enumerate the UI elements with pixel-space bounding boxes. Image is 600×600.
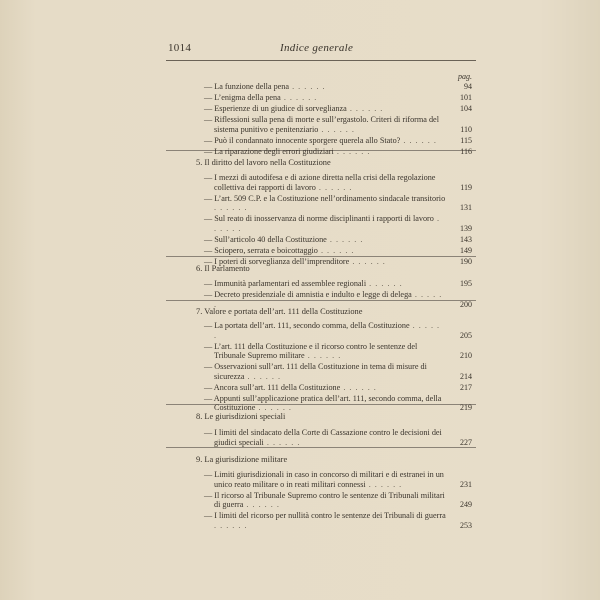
toc-entry bbox=[204, 104, 472, 114]
leader-dots: . . . . . . bbox=[263, 437, 301, 447]
entry-title: — Osservazioni sull’art. 111 della Costituzione in tema di misure di sicurezza . . . . . . bbox=[204, 362, 427, 381]
toc-entry bbox=[204, 214, 472, 233]
leader-dots: . . . . . . bbox=[366, 279, 403, 288]
entry-page-number: 200 bbox=[460, 299, 472, 309]
leader-dots: . . . . . . bbox=[214, 520, 248, 530]
leader-dots: . . . . . . bbox=[400, 135, 437, 145]
entry-title: — Può il condannato innocente sporgere querela allo Stato? . . . . . . bbox=[204, 135, 437, 145]
entry-title: — Sul reato di inosservanza di norme disciplinanti i rapporti di lavoro . . . . . . bbox=[204, 214, 440, 233]
entry-page-number: 214 bbox=[460, 371, 472, 381]
leader-dots: . . . . . . bbox=[304, 351, 342, 361]
entry-page-number: 195 bbox=[460, 279, 472, 288]
leader-dots: . . . . . . bbox=[346, 104, 384, 114]
entry-page-number: 210 bbox=[460, 351, 472, 361]
leader-dots: . . . . . . bbox=[326, 234, 364, 244]
entry-page-number: 231 bbox=[460, 479, 472, 489]
entry-title: — Riflessioni sulla pena di morte e sull’ergastolo. Criteri di riforma del sistema punitivo e penitenziario . . . . . . bbox=[204, 115, 439, 134]
toc-entry bbox=[204, 246, 472, 256]
entry-page-number: 205 bbox=[460, 330, 472, 340]
toc-entry bbox=[204, 82, 472, 92]
toc-entry bbox=[204, 491, 472, 510]
entry-title: — Esperienze di un giudice di sorveglianza . . . . . . bbox=[204, 104, 384, 114]
pag-column-label: pag. bbox=[458, 72, 472, 81]
leader-dots: . . . . . . bbox=[340, 382, 377, 392]
toc-entry bbox=[204, 321, 472, 340]
entry-title: — I limiti del sindacato della Corte di Cassazione contro le decisioni dei giudici speciali . . . . . . bbox=[204, 428, 442, 447]
entry-title: — I mezzi di autodifesa e di azione diretta nella crisi della regolazione collettiva dei rapporti di lavoro . . . . . . bbox=[204, 173, 436, 192]
leader-dots: . . . . . . bbox=[214, 321, 441, 340]
leader-dots: . . . . . . bbox=[244, 371, 282, 381]
toc-entry bbox=[204, 93, 472, 103]
section-title: 5. Il diritto del lavoro nella Costituzione bbox=[196, 158, 331, 167]
entry-title: — Decreto presidenziale di amnistia e indulto e legge di delega . . . . . . bbox=[204, 290, 443, 309]
entry-page-number: 219 bbox=[460, 403, 472, 413]
entry-page-number: 227 bbox=[460, 437, 472, 447]
entry-page-number: 143 bbox=[460, 234, 472, 244]
running-title: Indice generale bbox=[280, 42, 354, 54]
entry-page-number: 253 bbox=[460, 520, 472, 530]
leader-dots: . . . . . . bbox=[243, 500, 280, 510]
toc-entry bbox=[204, 136, 472, 146]
entry-page-number: 119 bbox=[460, 182, 472, 192]
toc-entry bbox=[204, 235, 472, 245]
section-separator bbox=[166, 447, 476, 448]
leader-dots: . . . . . . bbox=[365, 479, 403, 489]
entry-page-number: 249 bbox=[460, 500, 472, 510]
toc-entry bbox=[204, 428, 472, 447]
entry-page-number: 217 bbox=[460, 382, 472, 392]
entry-page-number: 149 bbox=[460, 245, 472, 255]
entry-title: — I poteri di sorveglianza dell’imprenditore . . . . . . bbox=[204, 257, 386, 266]
entry-title: — Il ricorso al Tribunale Supremo contro le sentenze di Tribunali militari di guerra . . . . . . bbox=[204, 490, 445, 510]
toc-entry bbox=[204, 173, 472, 192]
leader-dots: . . . . . . bbox=[318, 124, 355, 134]
section-title: 6. Il Parlamento bbox=[196, 264, 250, 273]
entry-title: — Ancora sull’art. 111 della Costituzione . . . . . . bbox=[204, 382, 377, 392]
section-title: 9. La giurisdizione militare bbox=[196, 455, 288, 464]
section-title: 7. Valore e portata dell’art. 111 della Costituzione bbox=[196, 307, 363, 316]
entry-title: — Sciopero, serrata e boicottaggio . . . . . . bbox=[204, 245, 355, 255]
entry-title: — L’art. 509 C.P. e la Costituzione nell’ordinamento sindacale transitorio . . . . . . bbox=[204, 193, 446, 213]
leader-dots: . . . . . . bbox=[214, 203, 248, 213]
leader-dots: . . . . . . bbox=[317, 245, 355, 255]
leader-dots: . . . . . . bbox=[255, 403, 292, 413]
leader-dots: . . . . . . bbox=[349, 257, 386, 266]
entry-page-number: 131 bbox=[460, 203, 472, 213]
leader-dots: . . . . . . bbox=[289, 82, 326, 91]
toc-entry bbox=[204, 511, 472, 530]
leader-dots: . . . . . . bbox=[280, 93, 318, 103]
toc-entry bbox=[204, 115, 472, 134]
toc-entry bbox=[204, 279, 472, 289]
entry-page-number: 115 bbox=[460, 135, 472, 145]
toc-entry bbox=[204, 342, 472, 361]
entry-title: — L’art. 111 della Costituzione e il ricorso contro le sentenze del Tribunale Supremo militare . . . . . . bbox=[204, 341, 418, 361]
entry-title: — I limiti del ricorso per nullità contro le sentenze dei Tribunali di guerra . . . . . . bbox=[204, 511, 446, 530]
toc-entry bbox=[204, 147, 472, 157]
entry-page-number: 94 bbox=[464, 82, 472, 91]
entry-page-number: 110 bbox=[460, 124, 472, 134]
leader-dots: . . . . . . bbox=[214, 214, 440, 233]
leader-dots: . . . . . . bbox=[333, 147, 371, 156]
entry-page-number: 139 bbox=[460, 223, 472, 233]
toc-entry bbox=[204, 394, 472, 413]
entry-title: — La portata dell’art. 111, secondo comma, della Costituzione . . . . . . bbox=[204, 321, 441, 340]
toc-entry bbox=[204, 383, 472, 393]
entry-title: — Sull’articolo 40 della Costituzione . . . . . . bbox=[204, 234, 364, 244]
toc-entry bbox=[204, 470, 472, 489]
toc-entry bbox=[204, 194, 472, 213]
entry-title: — Limiti giurisdizionali in caso in concorso di militari e di estranei in un unico reato militare o in reati militari connessi . . . . . . bbox=[204, 470, 444, 489]
entry-title: — Immunità parlamentari ed assemblee regionali . . . . . . bbox=[204, 279, 403, 288]
entry-page-number: 101 bbox=[460, 93, 472, 103]
section-title: 8. Le giurisdizioni speciali bbox=[196, 412, 286, 421]
entry-title: — L’enigma della pena . . . . . . bbox=[204, 93, 318, 103]
leader-dots: . . . . . . bbox=[315, 182, 353, 192]
entry-page-number: 116 bbox=[460, 147, 472, 156]
entry-page-number: 190 bbox=[460, 257, 472, 266]
page-number: 1014 bbox=[168, 42, 192, 54]
leader-dots: . . . . . . bbox=[214, 290, 443, 309]
entry-page-number: 104 bbox=[460, 104, 472, 114]
entry-title: — La funzione della pena . . . . . . bbox=[204, 82, 326, 91]
entry-title: — La riparazione degli errori giudiziari . . . . . . bbox=[204, 147, 371, 156]
toc-entry bbox=[204, 362, 472, 381]
entry-title: — Appunti sull’applicazione pratica dell’art. 111, secondo comma, della Costituzione . . . . . . bbox=[204, 393, 442, 413]
